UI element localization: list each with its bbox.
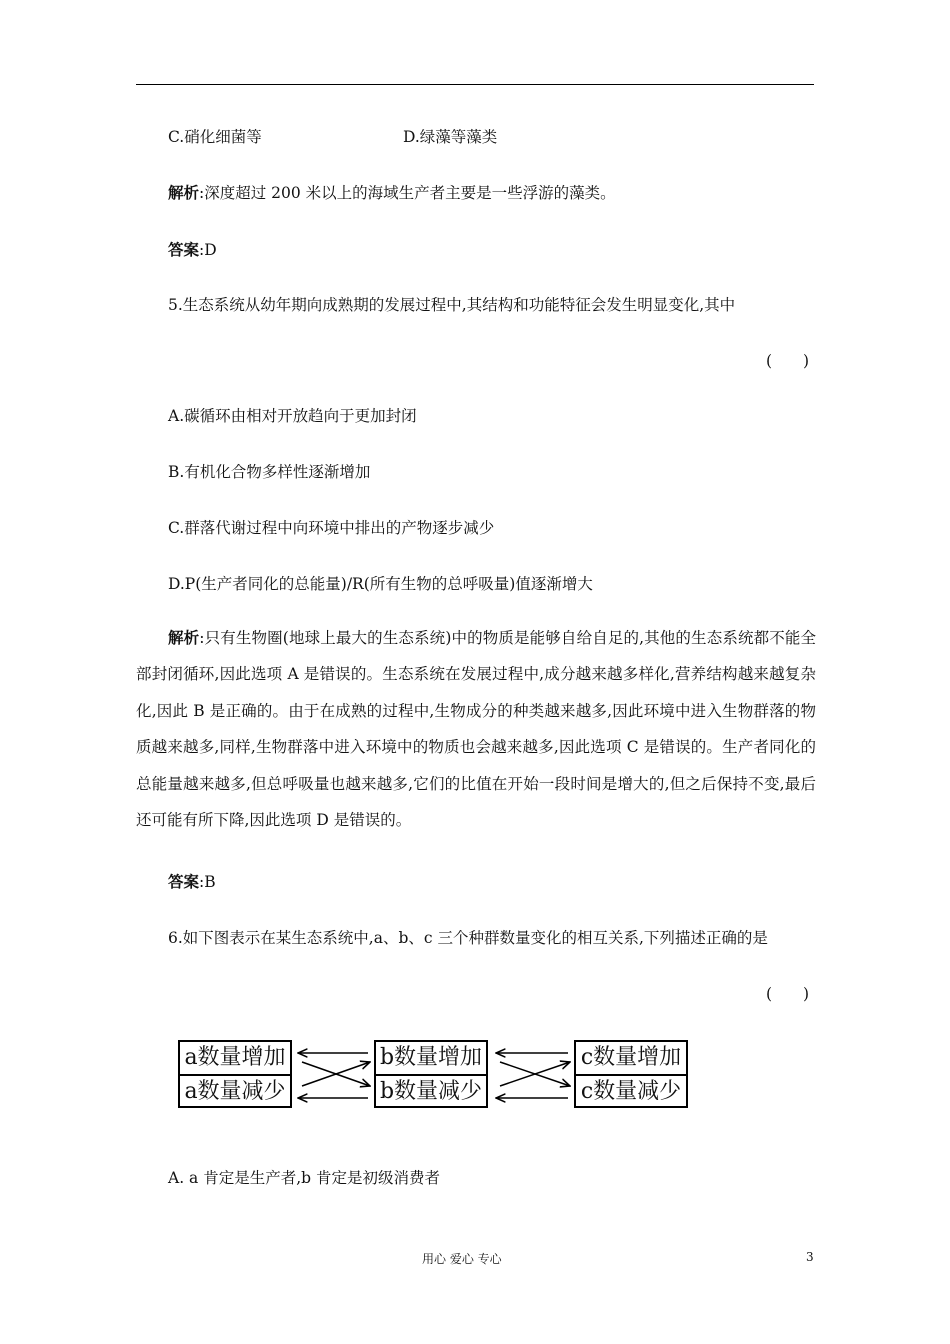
option-d: D.绿藻等藻类 — [403, 128, 498, 146]
q6-stem: 6.如下图表示在某生态系统中,a、b、c 三个种群数量变化的相互关系,下列描述正确的是 — [168, 929, 768, 947]
analysis-label: 解析 — [168, 183, 200, 202]
answer-text: :D — [199, 241, 217, 259]
header-rule — [136, 84, 814, 85]
q4-answer — [168, 240, 217, 260]
q4-analysis — [168, 183, 616, 203]
analysis-text: :深度超过 200 米以上的海域生产者主要是一些浮游的藻类。 — [199, 184, 616, 202]
answer-label: 答案 — [168, 240, 200, 259]
b-decrease-label: b数量减少 — [379, 1079, 483, 1104]
arrows-a-b — [298, 1053, 370, 1098]
footer-motto: 用心 爱心 专心 — [422, 1252, 502, 1266]
c-decrease-label: c数量减少 — [580, 1079, 682, 1104]
q5-answer-paren: ( ) — [766, 352, 810, 370]
q5-option-b: B.有机化合物多样性逐渐增加 — [168, 463, 371, 481]
q5-stem: 5.生态系统从幼年期向成熟期的发展过程中,其结构和功能特征会发生明显变化,其中 — [168, 296, 736, 314]
answer-text: :B — [199, 873, 216, 891]
a-increase-label: a数量增加 — [180, 1042, 290, 1076]
q5-analysis — [136, 620, 816, 838]
population-diagram — [178, 1040, 690, 1110]
c-increase-label: c数量增加 — [576, 1042, 686, 1076]
b-increase-label: b数量增加 — [376, 1042, 486, 1076]
q5-option-a: A.碳循环由相对开放趋向于更加封闭 — [168, 407, 417, 425]
answer-label: 答案 — [168, 872, 200, 891]
q6-option-a: A. a 肯定是生产者,b 肯定是初级消费者 — [168, 1169, 440, 1187]
option-c: C.硝化细菌等 — [168, 128, 262, 146]
q5-option-d: D.P(生产者同化的总能量)/R(所有生物的总呼吸量)值逐渐增大 — [168, 575, 593, 593]
q6-answer-paren: ( ) — [766, 985, 810, 1003]
a-decrease-label: a数量减少 — [184, 1079, 286, 1104]
diagram-arrows — [178, 1040, 690, 1110]
analysis-text: :只有生物圈(地球上最大的生态系统)中的物质是能够自给自足的,其他的生态系统都不能全部封闭循环,因此选项 A 是错误的。生态系统在发展过程中,成分越来越多样化,营养结构越来越复杂化,因此 B 是正确的。由于在成熟的过程中,生物成分的种类越来越多,因此环境中进入生物群落的物质越来越多,同样,生物群落中进入环境中的物质也会越来越多,因此选项 C 是错误的。生产者同化的总能量越来越多,但总呼吸量也越来越多,它们的比值在开始一段时间是增大的,但之后保持不变,最后还可能有所下降,因此选项 D 是错误的。 — [136, 629, 816, 830]
analysis-label: 解析 — [168, 628, 200, 647]
page-number: 3 — [806, 1250, 814, 1264]
q5-option-c: C.群落代谢过程中向环境中排出的产物逐步减少 — [168, 519, 495, 537]
q5-answer — [168, 872, 216, 892]
arrows-b-c — [496, 1053, 570, 1098]
